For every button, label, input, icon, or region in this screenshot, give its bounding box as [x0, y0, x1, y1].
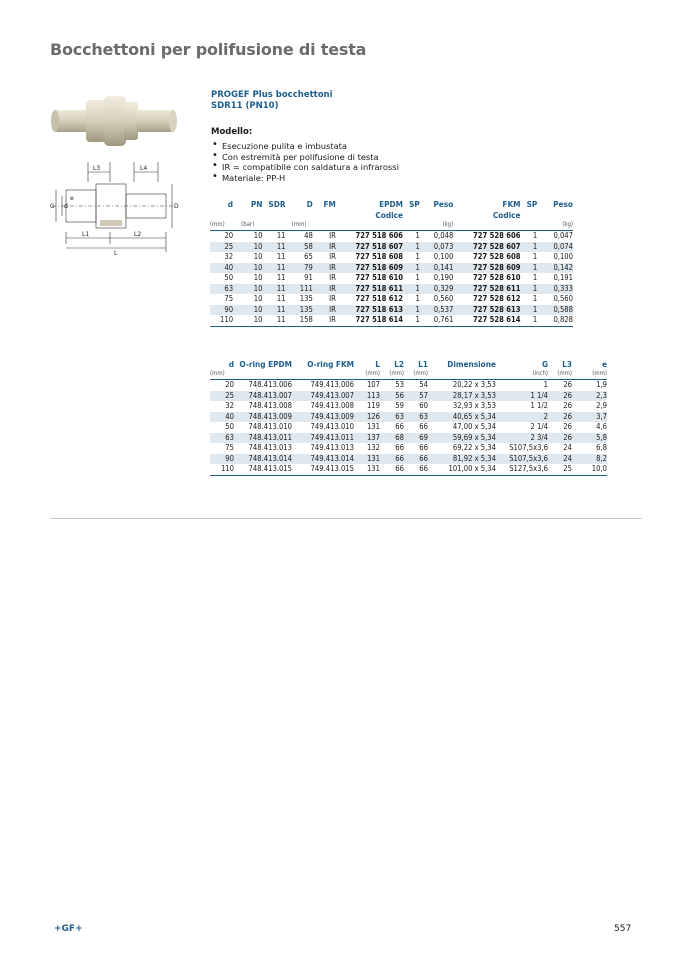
table-cell: 132: [366, 443, 380, 452]
table-cell: 5,8: [572, 433, 607, 444]
table-cell: 131: [366, 422, 380, 431]
col-d: d: [228, 359, 234, 369]
table-row: [210, 294, 573, 305]
table-row: [210, 443, 607, 454]
table-cell: IR: [329, 273, 336, 282]
table-cell: 110: [210, 315, 233, 326]
table-cell: 749.413.008: [310, 401, 354, 410]
table-cell: 26: [563, 422, 572, 431]
col-D: D: [306, 199, 313, 209]
model-heading: Modello:: [211, 127, 253, 137]
table-cell: 727 518 611: [336, 284, 403, 295]
feature-item: • Materiale: PP-H: [211, 173, 611, 184]
col-L2: L2: [394, 359, 404, 369]
feature-item: • IR = compatibile con saldatura a infrarossi: [211, 162, 611, 173]
table-cell: 48: [304, 231, 313, 240]
table-cell: 10,0: [572, 464, 607, 475]
col-fkm-codice: Codice: [492, 210, 521, 220]
table-cell: IR: [313, 242, 336, 253]
table-cell: 135: [286, 305, 313, 316]
table-cell: 1: [415, 294, 420, 303]
table-cell: 727 518 614: [336, 315, 403, 326]
table-cell: 2 3/4: [496, 433, 548, 444]
table-cell: 727 518 606: [355, 231, 404, 240]
table-cell: 1: [532, 231, 538, 240]
table-cell: 6,8: [596, 443, 607, 452]
table-cell: 91: [304, 273, 313, 282]
table-cell: 126: [354, 412, 380, 423]
table-cell: 69,22 x 5,34: [452, 443, 496, 452]
table-cell: 727 518 608: [355, 252, 404, 261]
table-cell: 11: [276, 294, 286, 303]
table-cell: 0,100: [433, 252, 454, 261]
table-cell: 1: [403, 284, 420, 295]
table-cell: 1: [543, 380, 548, 389]
table-cell: 1: [415, 231, 420, 240]
table-cell: 135: [299, 294, 313, 303]
table-cell: 727 528 612: [472, 294, 521, 303]
table-cell: 727 528 611: [453, 284, 520, 295]
table-cell: 749.413.007: [292, 391, 354, 402]
product-info: [211, 90, 611, 183]
table-cell: 0,333: [537, 284, 573, 295]
table-cell: 10: [253, 231, 263, 240]
col-dimensione: Dimensione: [447, 359, 496, 369]
table-row: [210, 242, 573, 253]
dim-label-e: e: [70, 195, 74, 202]
table-cell: 0,329: [420, 284, 454, 295]
table-row: [210, 263, 573, 274]
dim-label-d-inner: d: [64, 203, 68, 210]
technical-drawing: [48, 160, 178, 256]
table-row: [210, 315, 573, 326]
table-cell: 137: [354, 433, 380, 444]
table-cell: 26: [563, 380, 572, 389]
table-cell: 748.413.010: [248, 422, 292, 431]
table-cell: 11: [262, 315, 285, 326]
unit-pn: (bar): [233, 221, 262, 231]
table-cell: 60: [419, 401, 428, 410]
table-cell: 66: [419, 422, 428, 431]
table-cell: 1: [403, 315, 420, 326]
table-cell: 11: [262, 242, 285, 253]
table-cell: 53: [395, 380, 404, 389]
col-e: e: [602, 359, 607, 369]
table-cell: 63: [380, 412, 404, 423]
unit-L2: (mm): [380, 370, 404, 380]
table-cell: 65: [304, 252, 313, 261]
dim-label-l2: L2: [134, 231, 142, 238]
article-table: [210, 199, 573, 327]
table-cell: 1: [415, 273, 420, 282]
table-row: [210, 231, 573, 242]
table-cell: 131: [354, 454, 380, 465]
table-row: [210, 464, 607, 475]
table-cell: 1,9: [596, 380, 607, 389]
product-photo: [48, 88, 178, 154]
unit-d: (mm): [210, 370, 234, 380]
table-cell: 32: [225, 401, 234, 410]
table-cell: 63: [210, 433, 234, 444]
table-cell: 727 518 612: [355, 294, 404, 303]
col-peso2: Peso: [553, 199, 573, 209]
table-cell: 748.413.011: [234, 433, 292, 444]
col-epdm: EPDM: [379, 199, 404, 209]
table-cell: 1: [521, 284, 538, 295]
section-divider: [50, 518, 642, 519]
dim-label-d-outer: D: [174, 203, 179, 210]
page-number: 557: [614, 924, 632, 934]
table-cell: 81,92 x 5,34: [428, 454, 496, 465]
table-cell: 0,074: [537, 242, 573, 253]
table-cell: 11: [276, 231, 286, 240]
table-cell: 107: [366, 380, 380, 389]
table-cell: 56: [380, 391, 404, 402]
table-cell: 66: [380, 464, 404, 475]
table-cell: 0,560: [433, 294, 454, 303]
table-cell: 727 528 608: [472, 252, 521, 261]
table-cell: 58: [286, 242, 313, 253]
table-cell: 749.413.011: [292, 433, 354, 444]
table-cell: 748.413.008: [248, 401, 292, 410]
dim-label-g: G: [50, 203, 55, 210]
table-cell: 8,2: [572, 454, 607, 465]
unit-peso1: (kg): [420, 221, 454, 231]
col-fm: FM: [323, 199, 336, 209]
unit-e: (mm): [572, 370, 607, 380]
table-cell: 0,100: [553, 252, 573, 261]
col-oring-epdm: O-ring EPDM: [239, 359, 292, 369]
table-cell: 47,00 x 5,34: [452, 422, 496, 431]
table-cell: S107,5x3,6: [496, 454, 548, 465]
table-row: [210, 401, 607, 412]
table-cell: 2 1/4: [530, 422, 548, 431]
table-cell: 50: [224, 273, 234, 282]
table-row: [210, 252, 573, 263]
table-cell: 66: [395, 422, 404, 431]
unit-L1: (mm): [404, 370, 428, 380]
table-cell: 26: [548, 412, 572, 423]
table-cell: 1: [403, 242, 420, 253]
table-cell: 113: [354, 391, 380, 402]
table-cell: 11: [276, 273, 286, 282]
col-pn: PN: [250, 199, 263, 209]
table-cell: 79: [286, 263, 313, 274]
col-sp2: SP: [526, 199, 538, 209]
table-cell: 10: [253, 273, 263, 282]
table-cell: 0,560: [553, 294, 573, 303]
table-cell: 59,69 x 5,34: [428, 433, 496, 444]
feature-item: • Con estremità per polifusione di testa: [211, 152, 611, 163]
table-cell: 748.413.007: [234, 391, 292, 402]
table-cell: IR: [313, 315, 336, 326]
table-row: [210, 454, 607, 465]
table-row: [210, 380, 607, 391]
table-cell: 0,048: [433, 231, 454, 240]
table-cell: 0,537: [420, 305, 454, 316]
table-cell: 32,93 x 3,53: [452, 401, 496, 410]
table-cell: 24: [563, 443, 572, 452]
table-row: [210, 273, 573, 284]
table-cell: 57: [404, 391, 428, 402]
table-cell: 0,142: [537, 263, 573, 274]
table-cell: IR: [313, 284, 336, 295]
table-cell: 66: [395, 443, 404, 452]
table-cell: 748.413.015: [234, 464, 292, 475]
unit-G: (inch): [496, 370, 548, 380]
table-cell: 0,588: [537, 305, 573, 316]
table-cell: 11: [262, 263, 285, 274]
table-cell: 10: [233, 263, 262, 274]
table-row: [210, 391, 607, 402]
col-sp1: SP: [409, 199, 420, 209]
table-cell: 10: [233, 284, 262, 295]
table-cell: 66: [404, 464, 428, 475]
page-title: Bocchettoni per polifusione di testa: [50, 40, 367, 59]
table-cell: 0,828: [537, 315, 573, 326]
table-cell: IR: [313, 305, 336, 316]
table-cell: 0,191: [553, 273, 573, 282]
unit-L: (mm): [354, 370, 380, 380]
dim-label-l1: L1: [82, 231, 90, 238]
table-cell: 1: [532, 273, 538, 282]
table-cell: 749.413.009: [292, 412, 354, 423]
table-cell: 90: [210, 305, 233, 316]
table-cell: 748.413.014: [234, 454, 292, 465]
table-cell: 40,65 x 5,34: [428, 412, 496, 423]
table-cell: 40: [210, 263, 233, 274]
gf-logo: +GF+: [54, 924, 83, 934]
table-cell: 20: [225, 380, 234, 389]
unit-D: (mm): [286, 221, 313, 231]
table-cell: IR: [329, 294, 336, 303]
col-G: G: [541, 359, 548, 369]
table-cell: 1 1/2: [530, 401, 548, 410]
table-cell: 26: [548, 391, 572, 402]
table-cell: 1: [403, 305, 420, 316]
unit-d: (mm): [210, 221, 233, 231]
table-cell: 75: [225, 443, 234, 452]
product-name: PROGEF Plus bocchettoni: [211, 90, 333, 100]
table-cell: 10: [253, 252, 263, 261]
table-cell: 131: [354, 464, 380, 475]
col-L1: L1: [418, 359, 428, 369]
table-cell: 10: [233, 315, 262, 326]
table-cell: 748.413.009: [234, 412, 292, 423]
table-cell: 26: [548, 433, 572, 444]
dimension-table: [210, 359, 607, 476]
table-cell: 0,047: [553, 231, 573, 240]
table-cell: 748.413.013: [248, 443, 292, 452]
table-cell: 749.413.013: [310, 443, 354, 452]
table-cell: 20: [224, 231, 234, 240]
table-cell: 4,6: [596, 422, 607, 431]
table-cell: 727 528 614: [453, 315, 520, 326]
table-cell: 11: [276, 252, 286, 261]
table-cell: 727 518 613: [336, 305, 403, 316]
table-cell: 749.413.010: [310, 422, 354, 431]
table-cell: S127,5x3,6: [496, 464, 548, 475]
product-rating: SDR11 (PN10): [211, 101, 279, 111]
table-cell: 119: [366, 401, 380, 410]
table-cell: 1: [532, 294, 538, 303]
dim-label-l: L: [114, 250, 118, 257]
table-cell: 59: [395, 401, 404, 410]
table-cell: 68: [380, 433, 404, 444]
table-cell: 1: [532, 252, 538, 261]
table-cell: 0,073: [420, 242, 454, 253]
table-cell: 25: [548, 464, 572, 475]
table-cell: 727 528 610: [472, 273, 521, 282]
table-cell: 69: [404, 433, 428, 444]
table-cell: 11: [262, 284, 285, 295]
col-L: L: [375, 359, 380, 369]
table-cell: 0,190: [433, 273, 454, 282]
table-cell: 63: [404, 412, 428, 423]
col-L3: L3: [562, 359, 572, 369]
table-cell: 54: [419, 380, 428, 389]
table-cell: 28,17 x 3,53: [428, 391, 496, 402]
table-cell: 2,3: [572, 391, 607, 402]
table-cell: 1: [521, 263, 538, 274]
table-cell: 727 528 606: [472, 231, 521, 240]
table-cell: 25: [210, 391, 234, 402]
table-cell: 26: [563, 401, 572, 410]
table-cell: 66: [419, 443, 428, 452]
table-cell: 1: [521, 242, 538, 253]
table-cell: 3,7: [572, 412, 607, 423]
table-cell: 11: [262, 305, 285, 316]
col-oring-fkm: O-ring FKM: [307, 359, 354, 369]
dim-label-l3: L3: [93, 165, 101, 172]
table-row: [210, 433, 607, 444]
table-cell: 727 518 609: [336, 263, 403, 274]
dim-label-l4: L4: [140, 165, 148, 172]
table-cell: 111: [286, 284, 313, 295]
table-cell: 90: [210, 454, 234, 465]
table-row: [210, 422, 607, 433]
table-cell: 63: [210, 284, 233, 295]
table-cell: IR: [329, 252, 336, 261]
table-cell: 1: [403, 263, 420, 274]
unit-L3: (mm): [548, 370, 572, 380]
table-cell: IR: [313, 263, 336, 274]
table-row: [210, 284, 573, 295]
table-cell: 66: [404, 454, 428, 465]
unit-peso2: (kg): [537, 221, 573, 231]
table-cell: 40: [210, 412, 234, 423]
col-fkm: FKM: [502, 199, 521, 209]
table-cell: S107,5x3,6: [509, 443, 548, 452]
table-cell: 32: [224, 252, 234, 261]
table-cell: IR: [329, 231, 336, 240]
col-peso1: Peso: [433, 199, 454, 209]
col-sdr: SDR: [268, 199, 286, 209]
feature-list: [211, 141, 611, 183]
table-cell: 2,9: [596, 401, 607, 410]
table-cell: 25: [210, 242, 233, 253]
table-cell: 748.413.006: [248, 380, 292, 389]
table-cell: 1 1/4: [496, 391, 548, 402]
table-row: [210, 412, 607, 423]
table-cell: 10: [233, 305, 262, 316]
table-cell: 10: [253, 294, 263, 303]
table-cell: 66: [380, 454, 404, 465]
table-cell: 10: [233, 242, 262, 253]
table-cell: 749.413.006: [310, 380, 354, 389]
table-cell: 749.413.015: [292, 464, 354, 475]
col-d: d: [227, 199, 234, 209]
table-cell: 749.413.014: [292, 454, 354, 465]
table-cell: 75: [224, 294, 234, 303]
table-cell: 727 518 610: [355, 273, 404, 282]
table-row: [210, 305, 573, 316]
table-cell: 0,761: [420, 315, 454, 326]
feature-item: • Esecuzione pulita e imbustata: [211, 141, 611, 152]
table-cell: 20,22 x 3,53: [452, 380, 496, 389]
table-cell: 727 528 607: [453, 242, 520, 253]
col-epdm-codice: Codice: [375, 210, 404, 220]
table-cell: 0,141: [420, 263, 454, 274]
table-cell: 24: [548, 454, 572, 465]
table-cell: 1: [521, 315, 538, 326]
table-cell: 2: [496, 412, 548, 423]
table-cell: 1: [415, 252, 420, 261]
table-cell: 727 528 613: [453, 305, 520, 316]
table-cell: 50: [225, 422, 234, 431]
table-cell: 101,00 x 5,34: [428, 464, 496, 475]
table-cell: 727 528 609: [453, 263, 520, 274]
table-cell: 1: [521, 305, 538, 316]
table-cell: 727 518 607: [336, 242, 403, 253]
table-cell: 158: [286, 315, 313, 326]
table-cell: 110: [210, 464, 234, 475]
